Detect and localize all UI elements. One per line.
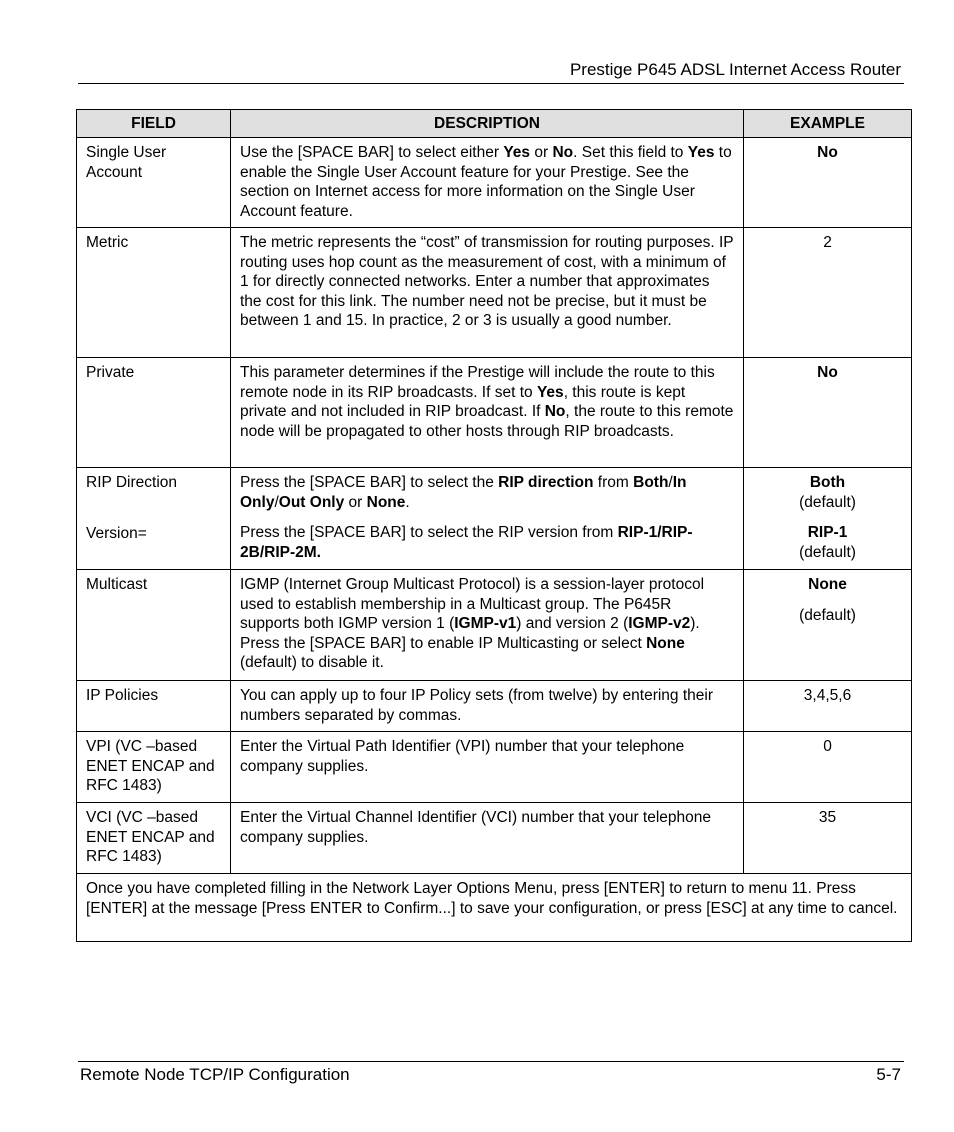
- version-label: Version=: [86, 524, 147, 542]
- table-row: [77, 570, 912, 681]
- rip-direction-description: Press the [SPACE BAR] to select the RIP direction from Both/In Only/Out Only or None.: [240, 474, 687, 511]
- field-cell: Private: [77, 358, 231, 468]
- example-cell: None (default): [744, 570, 912, 681]
- table-note: Once you have completed filling in the Network Layer Options Menu, press [ENTER] to return to menu 11. Press [ENTER] at the message [Press ENTER to Confirm...] to save your configuration, or press [ESC] at any time to cancel.: [77, 874, 912, 942]
- description-cell: Enter the Virtual Channel Identifier (VCI) number that your telephone company supplies.: [231, 803, 744, 874]
- field-cell: Multicast: [77, 570, 231, 681]
- field-cell: [77, 468, 231, 570]
- description-cell: The metric represents the “cost” of transmission for routing purposes. IP routing uses hop count as the measurement of cost, with a minimum of 1 for directly connected networks. Enter a number that approximates the cost for this link. The number need not be precise, but it must be between 1 and 15. In practice, 2 or 3 is usually a good number.: [231, 228, 744, 358]
- page-number: 5-7: [876, 1065, 901, 1084]
- table-row: [77, 732, 912, 803]
- example-cell: 3,4,5,6: [744, 681, 912, 732]
- description-cell: You can apply up to four IP Policy sets (from twelve) by entering their numbers separated by commas.: [231, 681, 744, 732]
- field-cell: Metric: [77, 228, 231, 358]
- field-cell: Single User Account: [77, 138, 231, 228]
- table-row: [77, 358, 912, 468]
- example-cell: 0: [744, 732, 912, 803]
- rip-direction-label: RIP Direction: [86, 474, 178, 491]
- column-header-field: FIELD: [77, 110, 231, 138]
- table-row: [77, 803, 912, 874]
- example-cell: 35: [744, 803, 912, 874]
- description-cell: Use the [SPACE BAR] to select either Yes or No. Set this field to Yes to enable the Single User Account feature for your Prestige. See the section on Internet access for more information on the Single User Account feature.: [231, 138, 744, 228]
- table-header-row: [77, 110, 912, 138]
- column-header-example: EXAMPLE: [744, 110, 912, 138]
- footer-divider: [78, 1061, 904, 1062]
- version-description: Press the [SPACE BAR] to select the RIP version from RIP-1/RIP-2B/RIP-2M.: [240, 524, 693, 561]
- field-cell: IP Policies: [77, 681, 231, 732]
- description-cell: IGMP (Internet Group Multicast Protocol) is a session-layer protocol used to establish membership in a Multicast group. The P645R supports both IGMP version 1 (IGMP-v1) and version 2 (IGMP-v2). Press the [SPACE BAR] to enable IP Multicasting or select None (default) to disable it.: [231, 570, 744, 681]
- example-cell: No: [744, 358, 912, 468]
- example-cell: Both (default) RIP-1 (default): [744, 468, 912, 570]
- example-cell: No: [744, 138, 912, 228]
- field-description-table: [76, 109, 912, 942]
- description-cell: Enter the Virtual Path Identifier (VPI) number that your telephone company supplies.: [231, 732, 744, 803]
- description-cell: This parameter determines if the Prestige will include the route to this remote node in its RIP broadcasts. If set to Yes, this route is kept private and not included in RIP broadcast. If No, the route to this remote node will be propagated to other hosts through RIP broadcasts.: [231, 358, 744, 468]
- column-header-description: DESCRIPTION: [231, 110, 744, 138]
- header-divider: [78, 83, 904, 84]
- field-cell: VPI (VC –based ENET ENCAP and RFC 1483): [77, 732, 231, 803]
- example-cell: 2: [744, 228, 912, 358]
- field-cell: VCI (VC –based ENET ENCAP and RFC 1483): [77, 803, 231, 874]
- table-row: [77, 138, 912, 228]
- page-header-title: Prestige P645 ADSL Internet Access Router: [569, 60, 901, 79]
- table-row: [77, 468, 912, 570]
- footer-section-title: Remote Node TCP/IP Configuration: [80, 1065, 350, 1084]
- table-row: [77, 228, 912, 358]
- table-note-row: [77, 874, 912, 942]
- table-row: [77, 681, 912, 732]
- description-cell: [231, 468, 744, 570]
